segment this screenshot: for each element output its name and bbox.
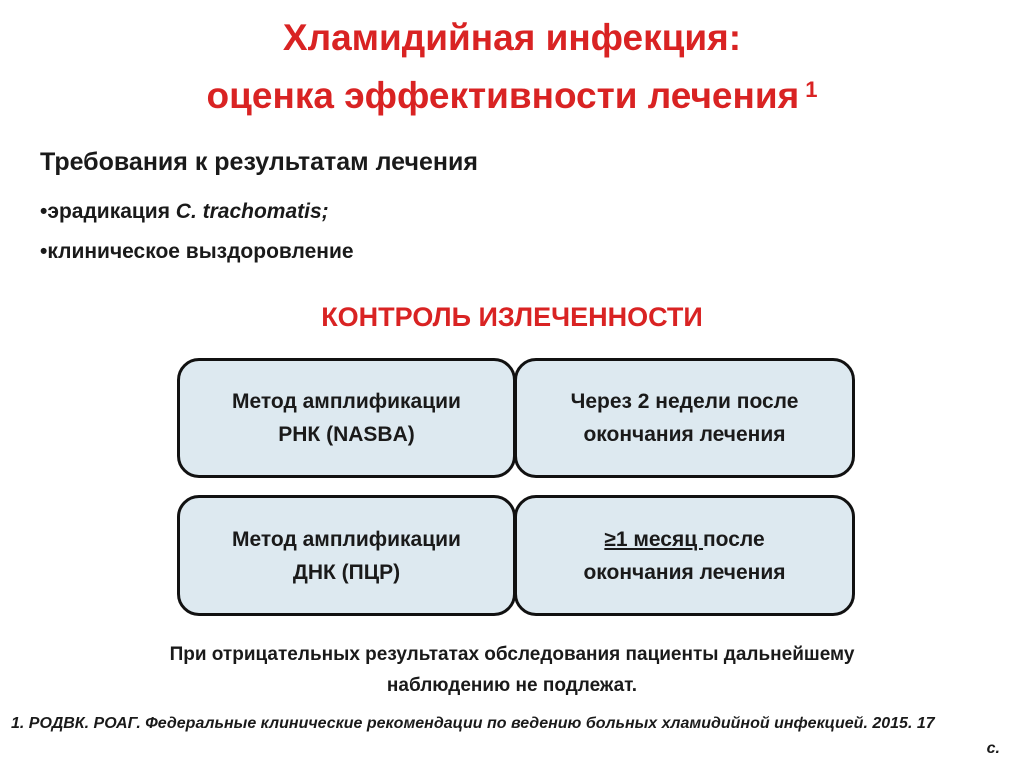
- slide-title-line1: [0, 12, 1024, 64]
- timing-box-rna: [514, 358, 855, 478]
- timing-box-dna: [514, 495, 855, 616]
- method-rna-line1: Метод амплификации: [232, 390, 461, 413]
- conclusion-line2: наблюдению не подлежат.: [386, 675, 638, 696]
- method-dna-line1: Метод амплификации: [232, 527, 461, 551]
- reference-line2: с.: [986, 740, 1000, 757]
- timing-rna-line1: Через 2 недели после: [570, 390, 799, 413]
- slide-title-line2: [0, 70, 1024, 122]
- title-text-line2: оценка эффективности лечения: [206, 75, 800, 116]
- reference-line1: 1. РОДВК. РОАГ. Федеральные клинические рекомендации по ведению больных хламидийной инфекцией. 2015. 17: [11, 715, 935, 732]
- timing-dna-after: после: [702, 527, 765, 551]
- title-text-line1: Хламидийная инфекция:: [282, 17, 742, 58]
- timing-rna-line2: окончания лечения: [583, 423, 786, 446]
- control-heading: КОНТРОЛЬ ИЗЛЕЧЕННОСТИ: [321, 302, 703, 332]
- method-dna-line2: ДНК (ПЦР): [292, 560, 401, 584]
- method-rna-line2: РНК (NASBA): [278, 423, 415, 446]
- conclusion-line1: При отрицательных результатах обследования пациенты дальнейшему: [169, 644, 855, 665]
- pathogen-name: C. trachomatis;: [175, 200, 329, 223]
- requirement-item-eradication-text: •эрадикация: [40, 200, 176, 223]
- method-box-rna: [177, 358, 516, 478]
- requirement-item-recovery: •клиническое выздоровление: [40, 240, 354, 263]
- title-footnote-mark: 1: [805, 77, 818, 102]
- timing-dna-duration: ≥1 месяц: [604, 527, 703, 551]
- requirements-heading: Требования к результатам лечения: [40, 148, 478, 176]
- requirement-item-eradication: [40, 200, 329, 224]
- method-box-dna: [177, 495, 516, 616]
- timing-dna-line2: окончания лечения: [583, 560, 786, 584]
- timing-dna-line1: [604, 523, 764, 556]
